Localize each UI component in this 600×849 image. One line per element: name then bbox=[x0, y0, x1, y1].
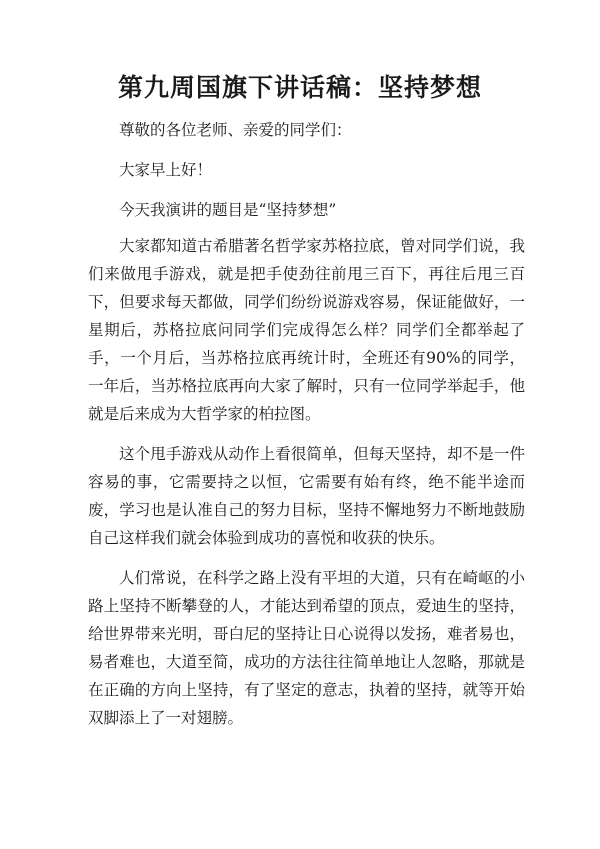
document-body bbox=[88, 116, 525, 732]
greeting-paragraph: 尊敬的各位老师、亲爱的同学们： bbox=[119, 121, 352, 139]
good-morning-paragraph: 大家早上好！ bbox=[119, 161, 213, 179]
science-road-paragraph: 人们常说，在科学之路上没有平坦的大道，只有在崎岖的小路上坚持不断攀登的人，才能达到希望的顶点，爱迪生的坚持，给世界带来光明，哥白尼的坚持让日心说得以发扬，难者易也，易者难也，大道至简，成功的方法往往简单地让人忽略，那就是在正确的方向上坚持，有了坚定的意志，执着的坚持，就等开始双脚添上了一对翅膀。 bbox=[88, 569, 525, 727]
document-title: 第九周国旗下讲话稿：坚持梦想 bbox=[117, 73, 482, 102]
socrates-story-paragraph: 大家都知道古希腊著名哲学家苏格拉底，曾对同学们说，我们来做甩手游戏，就是把手使劲往前甩三百下，再往后甩三百下，但要求每天都做，同学们纷纷说游戏容易，保证能做好，一星期后，苏格拉底问同学们完成得怎么样？同学们全都举起了手，一个月后，当苏格拉底再统计时，全班还有90%的同学，一年后，当苏格拉底再向大家了解时，只有一位同学举起手，他就是后来成为大哲学家的柏拉图。 bbox=[88, 237, 525, 423]
speech-topic-paragraph: 今天我演讲的题目是“坚持梦想” bbox=[119, 201, 337, 219]
persistence-paragraph: 这个甩手游戏从动作上看很简单，但每天坚持，却不是一件容易的事，它需要持之以恒，它需要有始有终，绝不能半途而废，学习也是认准自己的努力目标，坚持不懈地努力不断地鼓励自己这样我们就会体验到成功的喜悦和收获的快乐。 bbox=[88, 445, 525, 547]
